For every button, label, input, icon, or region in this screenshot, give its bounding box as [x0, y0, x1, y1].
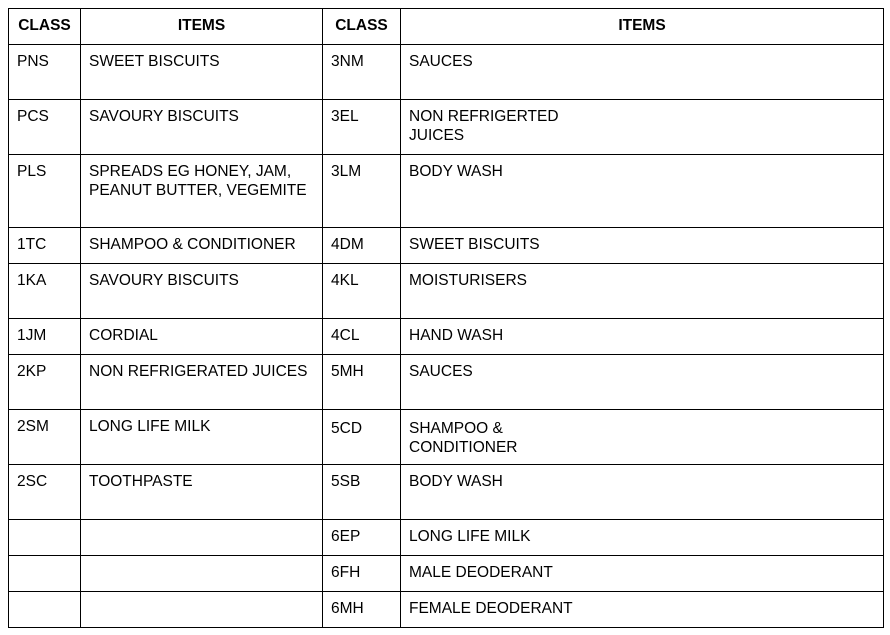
item-cell: LONG LIFE MILK [81, 410, 323, 465]
item-cell: SWEET BISCUITS [81, 45, 323, 100]
item-cell: SPREADS EG HONEY, JAM, PEANUT BUTTER, VEGEMITE [81, 155, 323, 228]
header-items-left: ITEMS [81, 9, 323, 45]
item-cell: NON REFRIGERTED JUICES [401, 100, 884, 155]
class-cell: 1JM [9, 319, 81, 355]
item-cell: SHAMPOO & CONDITIONER [81, 228, 323, 264]
class-items-table [8, 8, 884, 628]
table-row [9, 355, 884, 410]
item-cell: NON REFRIGERATED JUICES [81, 355, 323, 410]
class-cell: 4CL [323, 319, 401, 355]
class-cell: 2SM [9, 410, 81, 465]
class-cell: PLS [9, 155, 81, 228]
class-cell: 6EP [323, 520, 401, 556]
table-row [9, 100, 884, 155]
table-row [9, 45, 884, 100]
header-class-right: CLASS [323, 9, 401, 45]
class-cell: 3EL [323, 100, 401, 155]
table-row [9, 155, 884, 228]
class-cell: 2KP [9, 355, 81, 410]
item-cell: MALE DEODERANT [401, 556, 884, 592]
class-cell: 6MH [323, 592, 401, 628]
header-row [9, 9, 884, 45]
class-cell: 6FH [323, 556, 401, 592]
item-cell: SAVOURY BISCUITS [81, 100, 323, 155]
table-row [9, 410, 884, 465]
item-cell: SHAMPOO & CONDITIONER [401, 410, 884, 465]
item-cell: BODY WASH [401, 155, 884, 228]
item-cell: SAVOURY BISCUITS [81, 264, 323, 319]
class-cell: 2SC [9, 465, 81, 520]
class-cell: 5CD [323, 410, 401, 465]
table-row [9, 228, 884, 264]
item-cell: TOOTHPASTE [81, 465, 323, 520]
item-cell: LONG LIFE MILK [401, 520, 884, 556]
table-row [9, 556, 884, 592]
item-cell: MOISTURISERS [401, 264, 884, 319]
class-cell: 5SB [323, 465, 401, 520]
class-cell [9, 556, 81, 592]
item-cell: CORDIAL [81, 319, 323, 355]
class-cell: 1KA [9, 264, 81, 319]
item-cell: SAUCES [401, 355, 884, 410]
class-cell: 4KL [323, 264, 401, 319]
class-cell: 3LM [323, 155, 401, 228]
class-cell: PCS [9, 100, 81, 155]
item-cell [81, 556, 323, 592]
class-cell [9, 592, 81, 628]
table-row [9, 319, 884, 355]
table-row [9, 520, 884, 556]
table-row [9, 465, 884, 520]
header-items-right: ITEMS [401, 9, 884, 45]
class-cell: 5MH [323, 355, 401, 410]
item-cell: SWEET BISCUITS [401, 228, 884, 264]
item-cell: BODY WASH [401, 465, 884, 520]
item-cell: FEMALE DEODERANT [401, 592, 884, 628]
class-cell [9, 520, 81, 556]
item-cell: HAND WASH [401, 319, 884, 355]
table-row [9, 264, 884, 319]
class-cell: 1TC [9, 228, 81, 264]
header-class-left: CLASS [9, 9, 81, 45]
class-cell: 4DM [323, 228, 401, 264]
item-cell [81, 592, 323, 628]
item-cell [81, 520, 323, 556]
item-cell: SAUCES [401, 45, 884, 100]
class-cell: 3NM [323, 45, 401, 100]
table-row [9, 592, 884, 628]
class-cell: PNS [9, 45, 81, 100]
